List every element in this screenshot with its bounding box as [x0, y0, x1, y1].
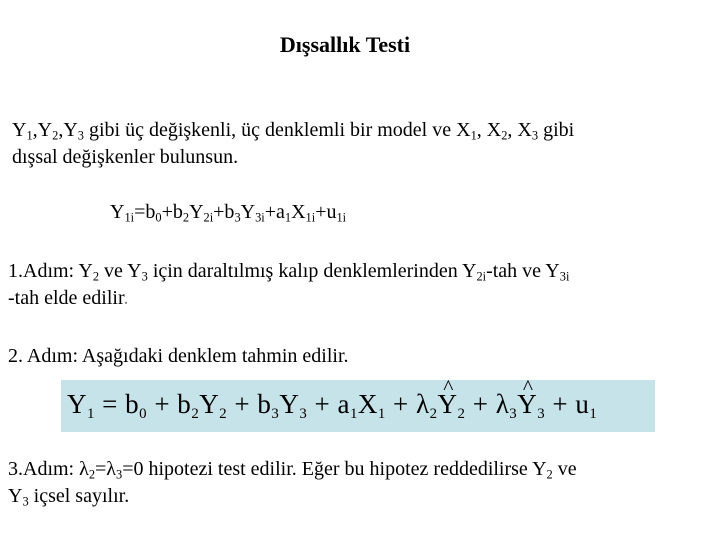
step-1: 1.Adım: $Y_2$ ve $Y_3$ için daraltılmış kalıp denklemlerinden $Y_{2i}$-tah ve $Y_{3i}$ -tah elde edilir.	[8, 260, 570, 309]
page-title: Dışsallık Testi	[279, 32, 411, 57]
y-hat-2: ^ Y	[438, 389, 458, 420]
structural-equation: $Y_{1i}=b_0+b_2Y_{2i}+b_3Y_{3i}+a_1X_{1i}+u_{1i}$	[110, 201, 347, 225]
y-hat-3: ^ Y	[517, 389, 537, 420]
intro-paragraph: $Y_1,Y_2,Y_3$ gibi üç değişkenli, üç denklemli bir model ve $X_1$, $X_2$, $X_3$ gibi dışsal değişkenler bulunsun.	[12, 119, 575, 168]
step-2: 2. Adım: Aşağıdaki denklem tahmin edilir.	[8, 345, 349, 367]
estimation-equation: $Y_1 = b_0 + b_2Y_2 + b_3Y_3 + a_1X_1$ + $\lambda_2\^{}$ $Y_2$ + $\lambda_3\^{}$ $Y_3 + u_1$	[67, 389, 597, 420]
step-3: 3.Adım: $\lambda_2=\lambda_3=0$ hipotezi test edilir. Eğer bu hipotez reddedilirse $Y_2$ ve $Y_3$ içsel sayılır.	[8, 458, 577, 509]
estimation-equation-box	[61, 380, 655, 432]
